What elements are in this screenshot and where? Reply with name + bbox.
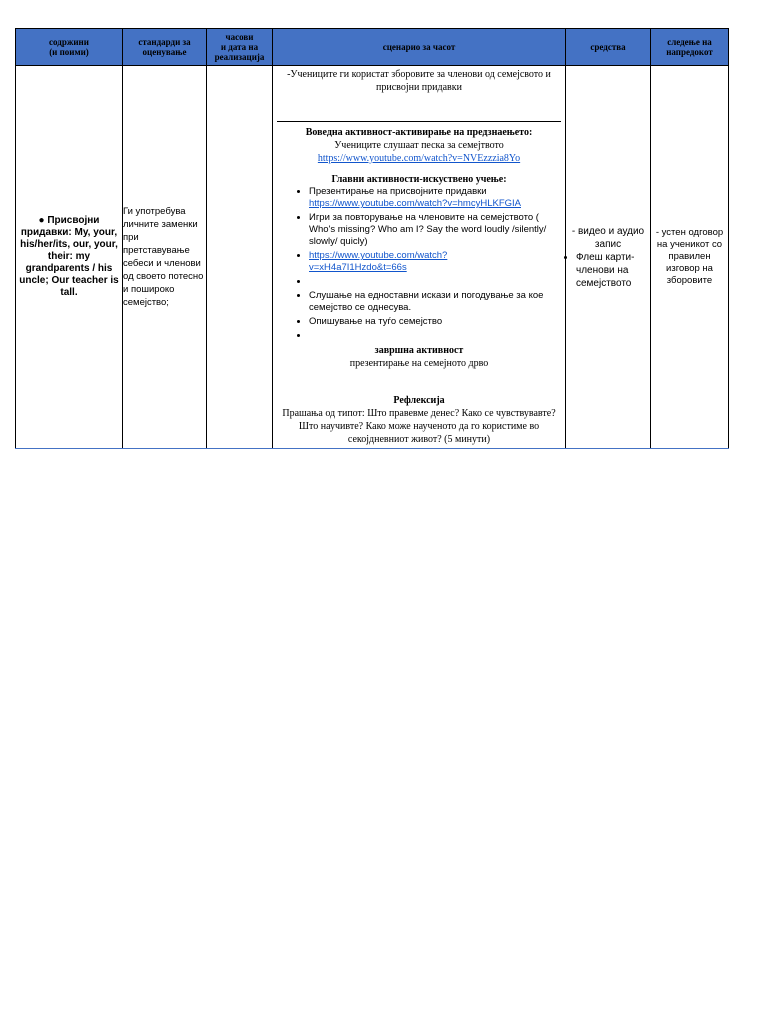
scenario-intro-line: -Учениците ги користат зборовите за членови од семејсвото и присвојни придавки <box>287 69 551 93</box>
resources-av-line: - видео и аудио запис <box>571 225 645 250</box>
list-item-text: Опишување на туѓо семејство <box>309 316 443 327</box>
scenario-cell <box>273 66 566 449</box>
family-video-link[interactable]: https://www.youtube.com/watch? v=xH4a7I1Hzdo&t=66s <box>309 250 448 273</box>
reflection-text: Прашања од типот: Што правевме денес? Како се чувствувавте? Што научивте? Како може наученото да го користиме во секојдневниот живот? (5 минути) <box>282 408 556 445</box>
main-activities-heading: Главни активности-искуствено учење: <box>331 174 507 185</box>
header-assessment-standards: стандарди за оценување <box>123 29 207 66</box>
intro-activity-heading: Воведна активност-активирање на предзнаењето: <box>305 127 533 138</box>
list-item-empty <box>309 330 561 342</box>
header-row <box>16 29 729 66</box>
list-item <box>309 290 561 314</box>
intro-song-link[interactable]: https://www.youtube.com/watch?v=NVEzzzia8Yo <box>317 153 521 164</box>
progress-text: - устен одговор на ученикот со правилен изговор на зборовите <box>655 227 724 286</box>
content-concepts-text: ● Присвојни придавки: My, your, his/her/its, our, your, their: my grandparents / his uncle; Our teacher is tall. <box>19 215 119 298</box>
table-row <box>16 66 729 449</box>
main-activities-list <box>277 186 561 342</box>
scenario-divider <box>277 121 561 122</box>
list-item-empty <box>309 276 561 288</box>
list-item-text: Игри за повторување на членовите на семејството ( Who's missing? Who am I? Say the word loudly /silently/ slowly/ quicly) <box>309 212 547 247</box>
list-item <box>309 250 561 274</box>
list-item <box>309 186 561 210</box>
progress-cell <box>651 66 729 449</box>
final-activity-heading: завршна активност <box>374 345 464 356</box>
content-concepts-cell <box>16 66 123 449</box>
list-item <box>309 212 561 248</box>
header-lesson-scenario: сценарио за часот <box>273 29 566 66</box>
lesson-plan-table <box>15 28 729 449</box>
header-content-concepts: содржини (и поими) <box>16 29 123 66</box>
header-progress-tracking: следење на напредокот <box>651 29 729 66</box>
list-item: • Флеш карти-членови на семејството <box>576 251 650 290</box>
list-item <box>309 316 561 328</box>
standards-cell <box>123 66 207 449</box>
time-date-cell <box>207 66 273 449</box>
resources-cell <box>566 66 651 449</box>
header-resources: средства <box>566 29 651 66</box>
resources-list <box>566 251 650 290</box>
header-time-date: часови и дата на реализација <box>207 29 273 66</box>
standards-text: Ги употребува личните заменки при претставување себеси и членови од своето потесно и пошироко семејство; <box>123 206 204 308</box>
lesson-plan-page <box>15 28 728 449</box>
list-item-text: Презентирање на присвојните придавки <box>309 186 487 197</box>
list-item-text: Слушање на едноставни искази и погодување за кое семејство се однесува. <box>309 290 544 313</box>
final-activity-text: презентирање на семејното дрво <box>349 358 489 369</box>
reflection-heading: Рефлексија <box>393 395 445 406</box>
intro-activity-text: Учениците слушаат песка за семејтвото <box>334 140 504 151</box>
possessive-adjectives-video-link[interactable]: https://www.youtube.com/watch?v=hmcyHLKFGIA <box>309 198 521 209</box>
